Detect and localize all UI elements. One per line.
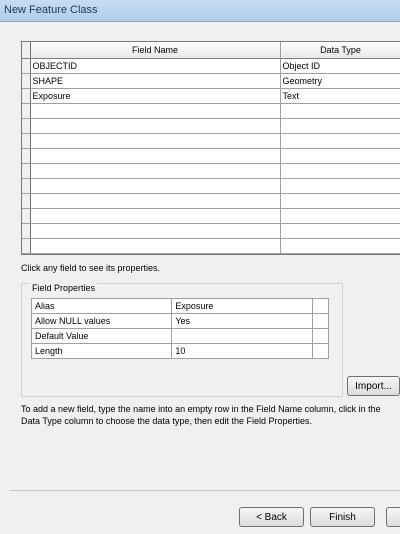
row-selector-header	[22, 42, 30, 59]
data-type-cell[interactable]	[280, 104, 400, 119]
data-type-cell[interactable]	[280, 149, 400, 164]
data-type-cell[interactable]	[280, 239, 400, 254]
field-name-cell[interactable]: SHAPE	[30, 74, 280, 89]
field-name-cell[interactable]	[30, 179, 280, 194]
property-row[interactable]	[32, 299, 329, 314]
field-name-cell[interactable]: Exposure	[30, 89, 280, 104]
field-row[interactable]	[22, 179, 400, 194]
property-extra-cell	[312, 299, 328, 314]
field-properties-group	[21, 283, 343, 397]
property-value[interactable]: Yes	[172, 314, 312, 329]
data-type-cell[interactable]: Object ID	[280, 59, 400, 74]
field-row[interactable]	[22, 119, 400, 134]
property-name: Allow NULL values	[32, 314, 172, 329]
property-name: Alias	[32, 299, 172, 314]
data-type-cell[interactable]	[280, 164, 400, 179]
data-type-cell[interactable]	[280, 224, 400, 239]
row-selector[interactable]	[22, 164, 30, 179]
property-value[interactable]: 10	[172, 344, 312, 359]
data-type-cell[interactable]	[280, 119, 400, 134]
property-extra-cell	[312, 329, 328, 344]
column-header-data-type[interactable]: Data Type	[280, 42, 400, 59]
field-name-cell[interactable]	[30, 239, 280, 254]
field-name-cell[interactable]	[30, 119, 280, 134]
property-row[interactable]	[32, 314, 329, 329]
field-name-cell[interactable]	[30, 194, 280, 209]
data-type-cell[interactable]	[280, 179, 400, 194]
row-selector[interactable]	[22, 119, 30, 134]
field-row[interactable]	[22, 104, 400, 119]
row-selector[interactable]	[22, 134, 30, 149]
field-row[interactable]	[22, 164, 400, 179]
fields-grid-header	[22, 42, 400, 59]
column-header-field-name[interactable]: Field Name	[30, 42, 280, 59]
field-name-cell[interactable]: OBJECTID	[30, 59, 280, 74]
data-type-cell[interactable]	[280, 194, 400, 209]
property-extra-cell	[312, 344, 328, 359]
import-button[interactable]: Import...	[347, 376, 400, 396]
data-type-cell[interactable]: Text	[280, 89, 400, 104]
fields-grid[interactable]	[21, 41, 400, 255]
property-row[interactable]	[32, 344, 329, 359]
field-name-cell[interactable]	[30, 104, 280, 119]
row-selector[interactable]	[22, 194, 30, 209]
field-row[interactable]	[22, 134, 400, 149]
field-name-cell[interactable]	[30, 164, 280, 179]
row-selector[interactable]	[22, 224, 30, 239]
field-name-cell[interactable]	[30, 224, 280, 239]
cancel-button[interactable]	[386, 507, 400, 527]
field-name-cell[interactable]	[30, 149, 280, 164]
row-selector[interactable]	[22, 89, 30, 104]
property-value[interactable]: Exposure	[172, 299, 312, 314]
row-selector[interactable]	[22, 104, 30, 119]
title-bar	[0, 0, 400, 22]
field-row[interactable]	[22, 74, 400, 89]
row-selector[interactable]	[22, 209, 30, 224]
field-row[interactable]	[22, 89, 400, 104]
back-button[interactable]: < Back	[239, 507, 304, 527]
row-selector[interactable]	[22, 149, 30, 164]
property-row[interactable]	[32, 329, 329, 344]
field-row[interactable]	[22, 149, 400, 164]
field-row[interactable]	[22, 194, 400, 209]
property-extra-cell	[312, 314, 328, 329]
field-name-cell[interactable]	[30, 134, 280, 149]
row-selector[interactable]	[22, 239, 30, 254]
finish-button[interactable]: Finish	[310, 507, 375, 527]
data-type-cell[interactable]: Geometry	[280, 74, 400, 89]
hint-text: Click any field to see its properties.	[21, 263, 161, 273]
property-name: Length	[32, 344, 172, 359]
footer-divider	[10, 490, 400, 491]
instructions-text: To add a new field, type the name into an empty row in the Field Name column, click in the Data Type column to choose the data type, then edit the Field Properties.	[21, 404, 381, 426]
property-value[interactable]	[172, 329, 312, 344]
row-selector[interactable]	[22, 179, 30, 194]
property-name: Default Value	[32, 329, 172, 344]
data-type-cell[interactable]	[280, 134, 400, 149]
field-properties-legend: Field Properties	[32, 283, 96, 293]
field-properties-grid[interactable]	[31, 298, 329, 359]
row-selector[interactable]	[22, 74, 30, 89]
data-type-cell[interactable]	[280, 209, 400, 224]
row-selector[interactable]	[22, 59, 30, 74]
field-row[interactable]	[22, 224, 400, 239]
window-title: New Feature Class	[4, 4, 98, 16]
field-name-cell[interactable]	[30, 209, 280, 224]
field-row[interactable]	[22, 59, 400, 74]
field-row[interactable]	[22, 239, 400, 254]
field-row[interactable]	[22, 209, 400, 224]
